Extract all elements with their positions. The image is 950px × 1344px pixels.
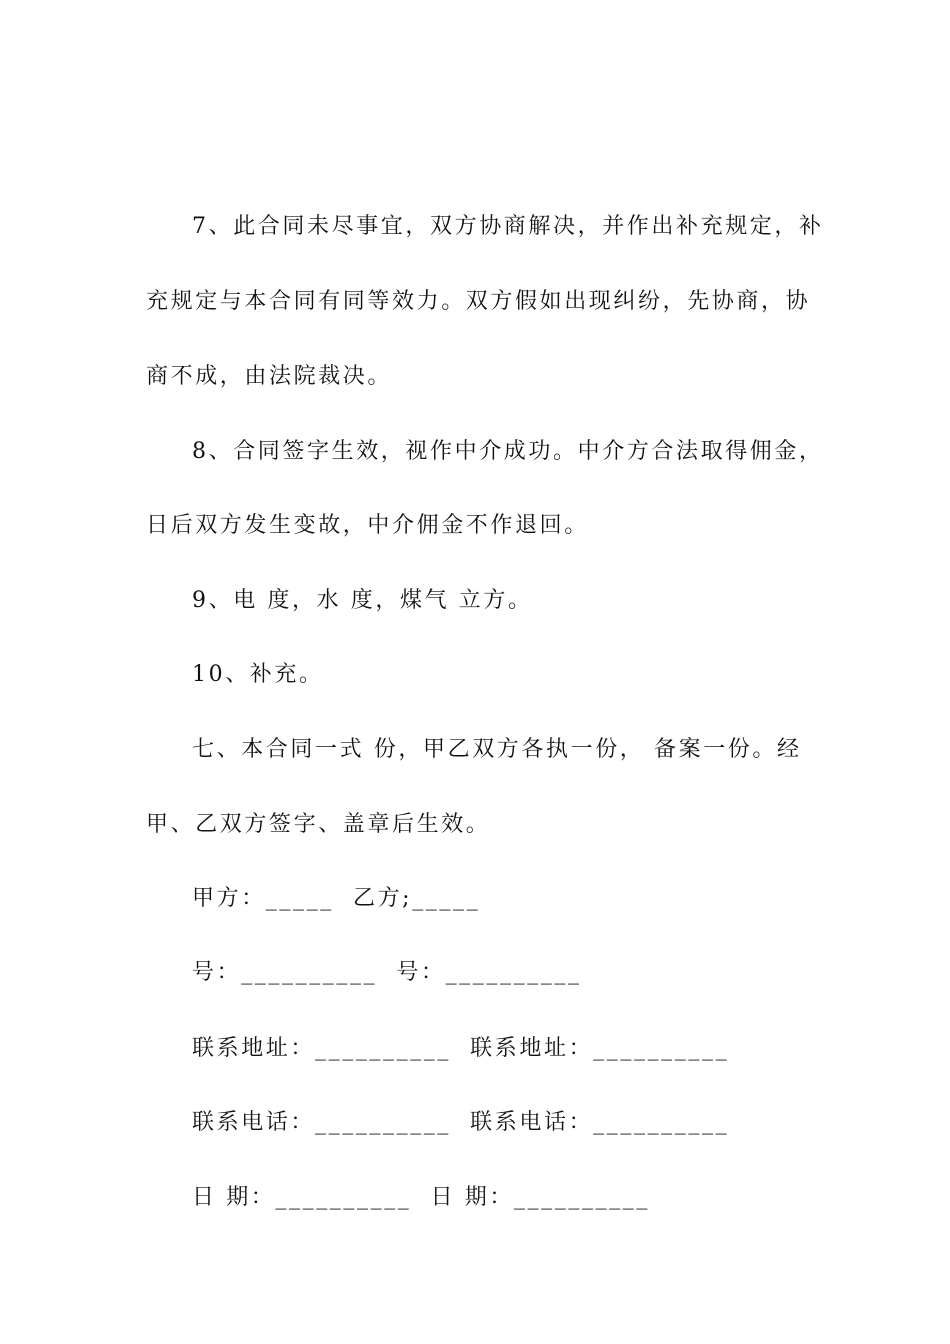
section-seven-line-2: 甲、乙双方签字、盖章后生效。 [146, 812, 491, 837]
clause-8-line-2: 日后双方发生变故，中介佣金不作退回。 [146, 513, 589, 538]
clause-7-line-3: 商不成，由法院裁决。 [146, 364, 393, 389]
signature-date-row: 日 期：__________ 日 期：__________ [192, 1185, 650, 1210]
signature-address-row: 联系地址：__________ 联系地址：__________ [192, 1036, 730, 1061]
signature-party-row: 甲方：_____ 乙方;_____ [192, 886, 481, 911]
clause-7-line-2: 充规定与本合同有同等效力。双方假如出现纠纷，先协商，协 [146, 289, 811, 314]
signature-number-row: 号：__________ 号：__________ [192, 960, 582, 985]
signature-phone-row: 联系电话：__________ 联系电话：__________ [192, 1110, 730, 1135]
clause-8-line-1: 8、合同签字生效，视作中介成功。中介方合法取得佣金， [192, 439, 824, 464]
clause-9-line-1: 9、电 度，水 度，煤气 立方。 [192, 588, 533, 613]
clause-7-line-1: 7、此合同未尽事宜，双方协商解决，并作出补充规定，补 [192, 214, 824, 239]
section-seven-line-1: 七、本合同一式 份，甲乙双方各执一份， 备案一份。经 [192, 737, 802, 762]
clause-10-line-1: 10、补充。 [192, 662, 324, 687]
